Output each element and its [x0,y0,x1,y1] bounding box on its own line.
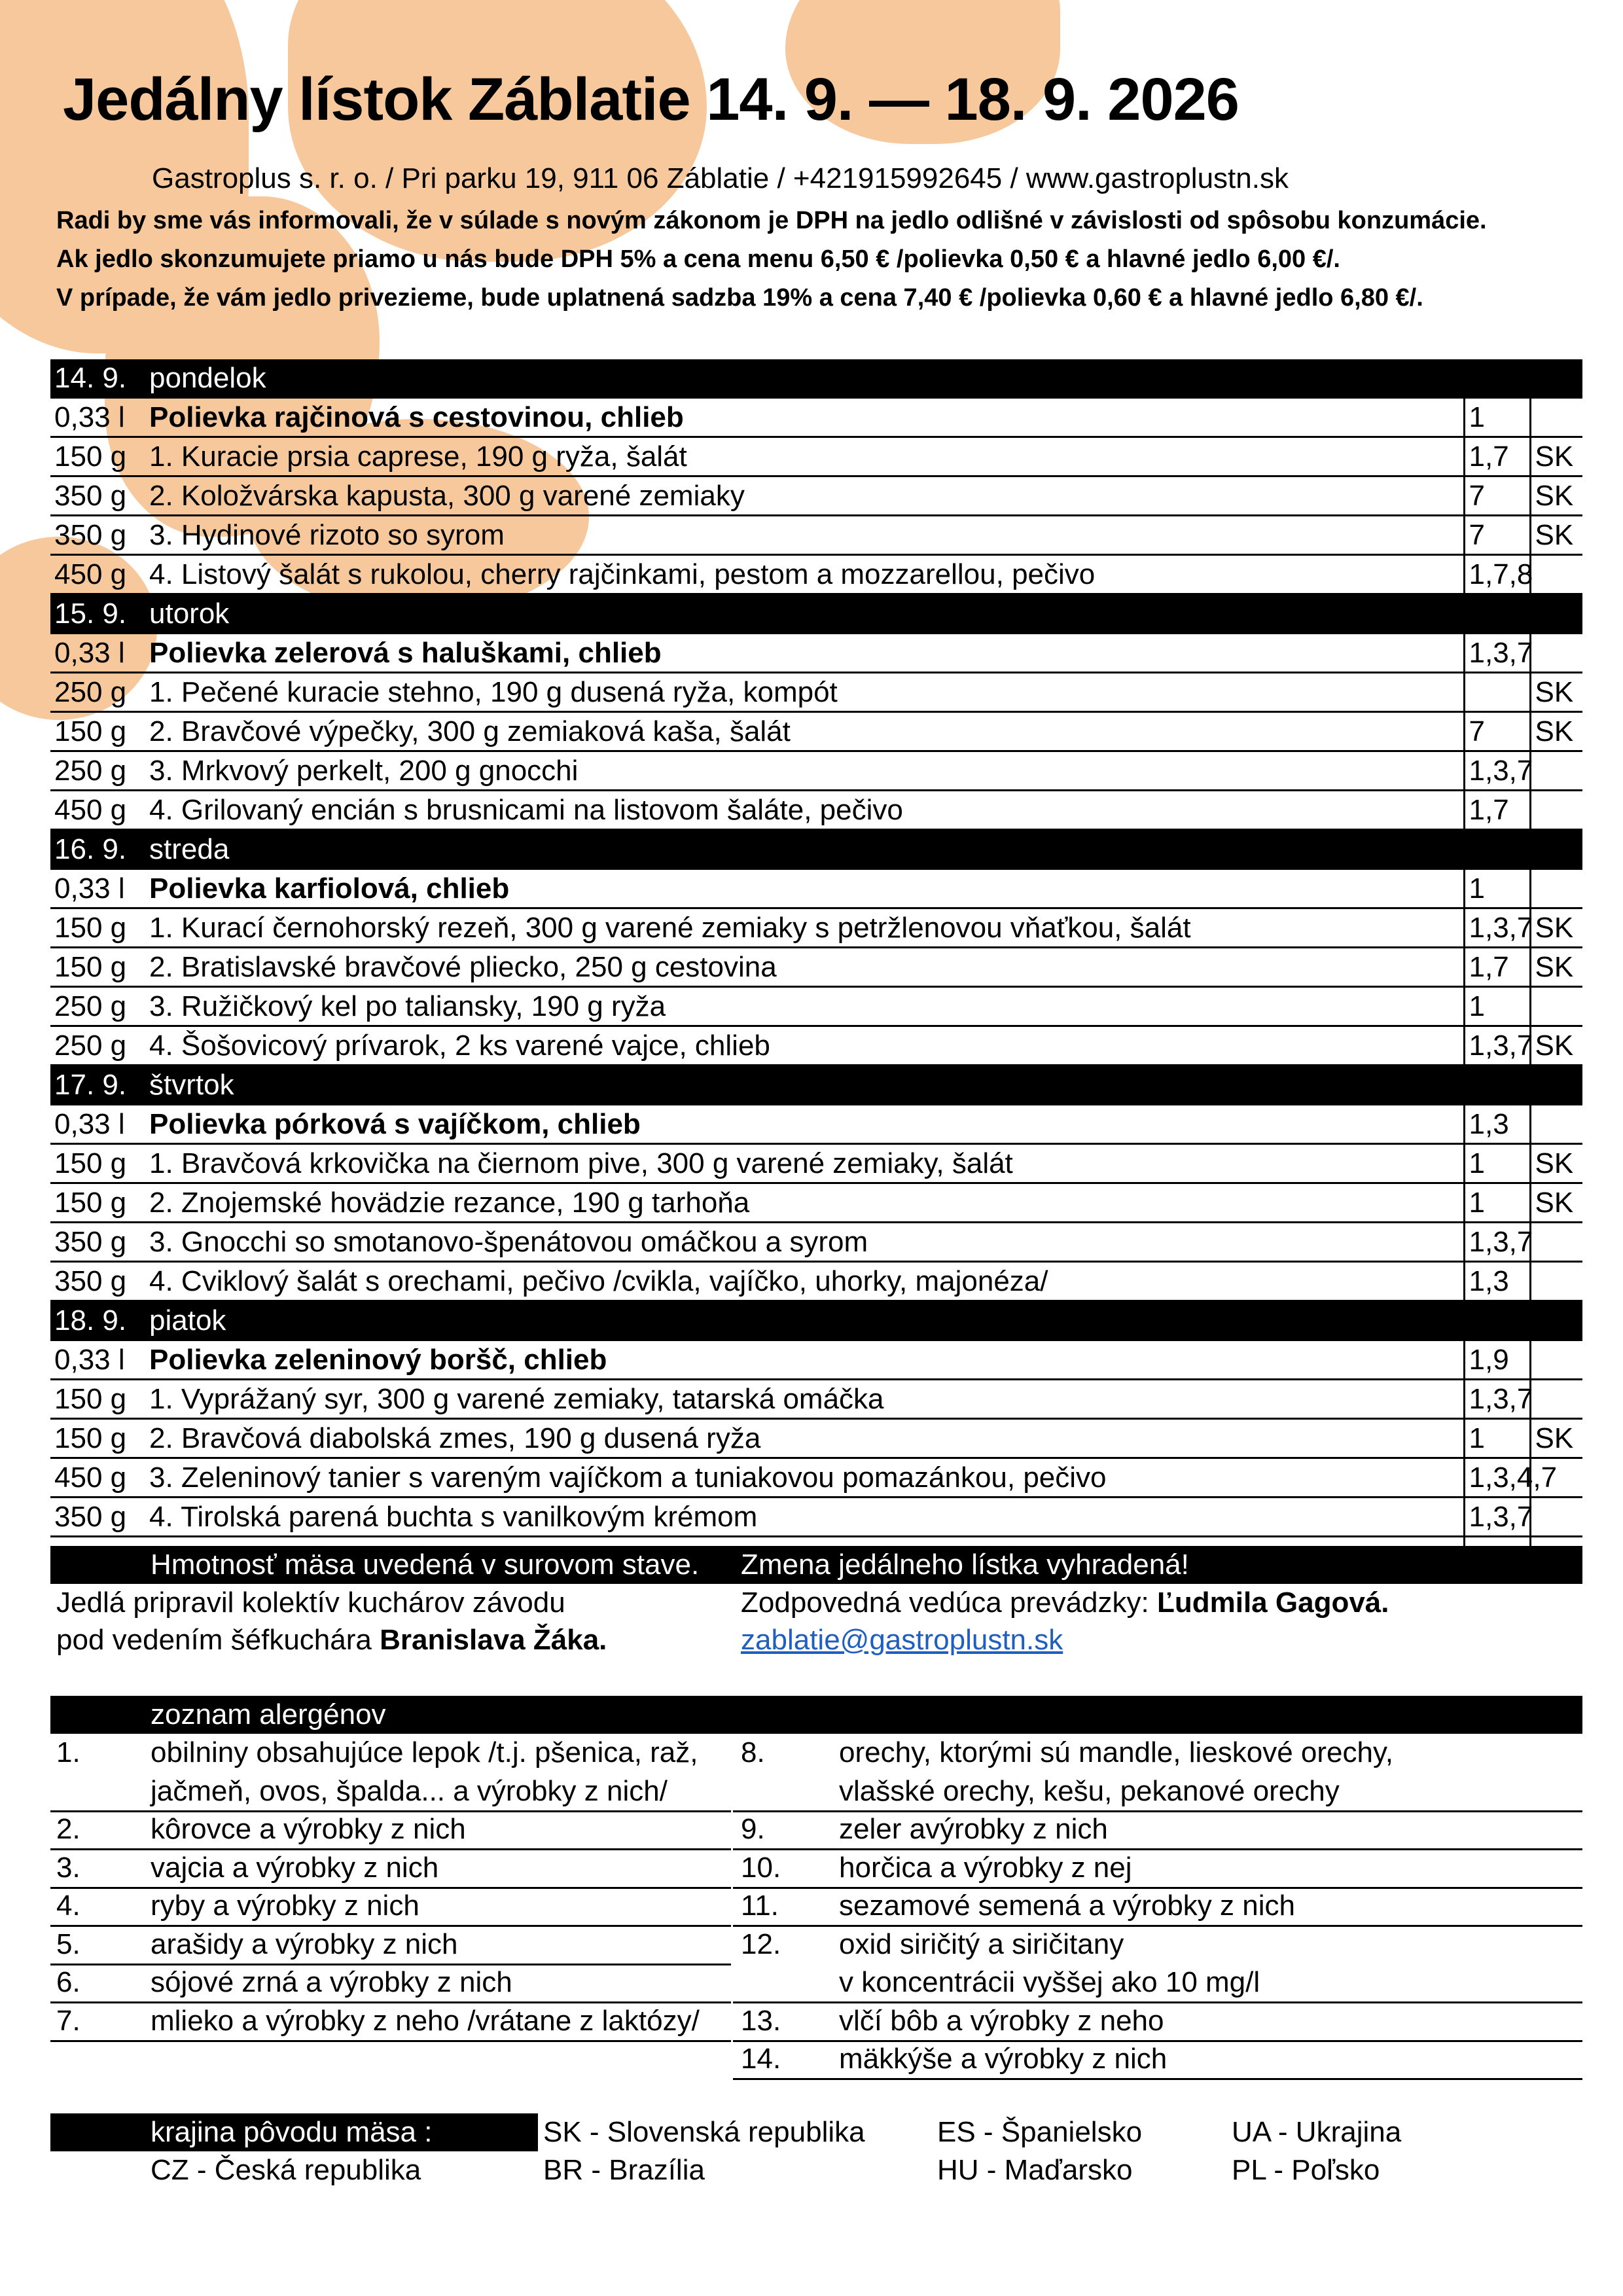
vat-notice-line: Radi by sme vás informovali, že v súlade s novým zákonom je DPH na jedlo odlišné v závislosti od spôsobu konzumácie. [56,207,1487,234]
meat-origin: SK [1530,1183,1582,1223]
meat-origin [1530,1380,1582,1419]
dish-row [50,908,1582,948]
allergen-codes: 1,3,7 [1464,908,1530,948]
allergen-codes: 1 [1464,1419,1530,1458]
allergen-number: 6. [56,1966,80,1998]
meat-origin: SK [1530,712,1582,751]
day-name: streda [145,830,1464,869]
meat-origin: SK [1530,476,1582,516]
allergen-codes: 1,3,7 [1464,1380,1530,1419]
meat-origin [1530,634,1582,673]
day-date: 14. 9. [50,359,145,398]
meat-origin: SK [1530,673,1582,712]
vat-notice-line: Ak jedlo skonzumujete priamo u nás bude DPH 5% a cena menu 6,50 € /polievka 0,50 € a hlavné jedlo 6,00 €/. [56,245,1340,273]
day-date: 18. 9. [50,1301,145,1340]
dish-row [50,437,1582,476]
day-header-row [50,830,1582,869]
dish-quantity: 0,33 l [50,398,145,437]
origin-country: CZ - Česká republika [151,2154,421,2186]
allergen-number: 4. [56,1890,80,1922]
dish-quantity: 150 g [50,1144,145,1183]
dish-name: 1. Bravčová krkovička na čiernom pive, 300 g varené zemiaky, šalát [145,1144,1464,1183]
menu-table [50,359,1582,1575]
day-header-cell [1530,830,1582,869]
day-header-cell [1530,359,1582,398]
origin-country: HU - Maďarsko [937,2154,1133,2186]
manager-prefix: Zodpovedná vedúca prevádzky: [741,1587,1157,1619]
company-info: Gastroplus s. r. o. / Pri parku 19, 911 06 Záblatie / +421915992645 / www.gastroplustn.sk [152,162,1289,194]
allergen-row-divider [50,2001,731,2003]
allergen-codes: 1 [1464,1144,1530,1183]
dish-quantity: 350 g [50,1498,145,1537]
meat-origin [1530,398,1582,437]
origin-country: UA - Ukrajina [1232,2116,1402,2148]
dish-quantity: 0,33 l [50,1105,145,1144]
dish-quantity: 150 g [50,1183,145,1223]
dish-row [50,1144,1582,1183]
allergen-codes: 7 [1464,712,1530,751]
origin-country: PL - Poľsko [1232,2154,1380,2186]
meat-origin [1530,1223,1582,1262]
day-date: 15. 9. [50,594,145,634]
dish-quantity: 450 g [50,1458,145,1498]
meat-origin: SK [1530,1026,1582,1066]
dish-quantity: 150 g [50,1419,145,1458]
dish-row [50,476,1582,516]
allergen-codes: 1,3,7 [1464,1026,1530,1066]
dish-row [50,987,1582,1026]
day-header-row [50,359,1582,398]
meat-weight-note: Hmotnosť mäsa uvedená v surovom stave. [151,1546,699,1584]
contact-email-link[interactable]: zablatie@gastroplustn.sk [741,1624,1063,1656]
dish-row [50,516,1582,555]
allergen-row-divider [733,2078,1582,2080]
dish-name: 4. Šošovicový prívarok, 2 ks varené vajce, chlieb [145,1026,1464,1066]
meat-origin [1530,791,1582,830]
allergen-description: horčica a výrobky z nej [839,1851,1132,1884]
day-name: utorok [145,594,1464,634]
allergen-description: obilniny obsahujúce lepok /t.j. pšenica, raž, [151,1736,698,1768]
meat-origin [1530,1105,1582,1144]
vat-notice-line: V prípade, že vám jedlo privezieme, bude uplatnená sadzba 19% a cena 7,40 € /polievka 0,60 € a hlavné jedlo 6,80 €/. [56,284,1423,312]
allergen-description: vlčí bôb a výrobky z neho [839,2004,1164,2037]
allergen-number: 13. [741,2004,781,2037]
dish-row [50,1380,1582,1419]
meat-origin [1530,751,1582,791]
allergen-row-divider [50,1964,731,1965]
dish-row [50,1262,1582,1301]
dish-quantity: 250 g [50,751,145,791]
dish-quantity: 0,33 l [50,1340,145,1380]
allergen-codes: 1,7,8 [1464,555,1530,594]
dish-quantity: 150 g [50,437,145,476]
dish-quantity: 150 g [50,1380,145,1419]
allergen-description: jačmeň, ovos, špalda... a výrobky z nich/ [151,1774,668,1807]
soup-name: Polievka zelerová s haluškami, chlieb [145,634,1464,673]
meat-origin: SK [1530,1144,1582,1183]
soup-row [50,1105,1582,1144]
allergen-description: kôrovce a výrobky z nich [151,1813,466,1845]
dish-row [50,1498,1582,1537]
dish-row [50,791,1582,830]
soup-row [50,1340,1582,1380]
day-header-row [50,594,1582,634]
day-header-cell [1464,594,1530,634]
dish-name: 4. Listový šalát s rukolou, cherry rajčinkami, pestom a mozzarellou, pečivo [145,555,1464,594]
dish-name: 2. Bratislavské bravčové pliecko, 250 g cestovina [145,948,1464,987]
page-title: Jedálny lístok Záblatie 14. 9. — 18. 9. 2026 [63,66,1239,133]
origin-country: SK - Slovenská republika [543,2116,865,2148]
allergen-description: sójové zrná a výrobky z nich [151,1966,512,1998]
day-header-cell [1464,1301,1530,1340]
dish-row [50,1458,1582,1498]
dish-name: 1. Kurací černohorský rezeň, 300 g varené zemiaky s petržlenovou vňaťkou, šalát [145,908,1464,948]
head-chef-note [56,1624,607,1657]
allergen-description: v koncentrácii vyššej ako 10 mg/l [839,1966,1260,1998]
soup-name: Polievka karfiolová, chlieb [145,869,1464,908]
allergen-codes: 1 [1464,869,1530,908]
allergen-number: 1. [56,1736,80,1768]
dish-name: 3. Ružičkový kel po taliansky, 190 g ryža [145,987,1464,1026]
dish-name: 2. Bravčová diabolská zmes, 190 g dusená ryža [145,1419,1464,1458]
allergen-description: ryby a výrobky z nich [151,1890,419,1922]
soup-name: Polievka zeleninový boršč, chlieb [145,1340,1464,1380]
dish-quantity: 350 g [50,516,145,555]
dish-row [50,948,1582,987]
dish-quantity: 0,33 l [50,634,145,673]
dish-name: 1. Vyprážaný syr, 300 g varené zemiaky, tatarská omáčka [145,1380,1464,1419]
meat-origin [1530,1262,1582,1301]
allergen-description: zeler avýrobky z nich [839,1813,1108,1845]
dish-row [50,1223,1582,1262]
head-chef-name: Branislava Žáka. [380,1624,607,1656]
manager-note [741,1587,1389,1619]
dish-name: 2. Znojemské hovädzie rezance, 190 g tarhoňa [145,1183,1464,1223]
day-name: štvrtok [145,1066,1464,1105]
day-header-cell [1464,359,1530,398]
allergen-row-divider [50,1848,731,1850]
day-header-row [50,1066,1582,1105]
soup-name: Polievka pórková s vajíčkom, chlieb [145,1105,1464,1144]
allergen-codes: 1,9 [1464,1340,1530,1380]
meat-origin [1530,1498,1582,1537]
dish-quantity: 450 g [50,555,145,594]
dish-row [50,673,1582,712]
day-header-row [50,1301,1582,1340]
allergen-number: 7. [56,2004,80,2037]
allergen-codes: 1,3,7 [1464,751,1530,791]
allergen-codes: 1 [1464,987,1530,1026]
day-date: 16. 9. [50,830,145,869]
soup-row [50,634,1582,673]
allergen-row-divider [733,2001,1582,2003]
dish-quantity: 150 g [50,712,145,751]
dish-quantity: 250 g [50,1026,145,1066]
meat-origin [1530,1340,1582,1380]
meat-origin [1530,555,1582,594]
day-date: 17. 9. [50,1066,145,1105]
dish-name: 3. Gnocchi so smotanovo-špenátovou omáčkou a syrom [145,1223,1464,1262]
dish-row [50,1026,1582,1066]
dish-quantity: 0,33 l [50,869,145,908]
allergen-codes: 1,3,7 [1464,634,1530,673]
dish-name: 4. Grilovaný encián s brusnicami na listovom šaláte, pečivo [145,791,1464,830]
allergen-number: 8. [741,1736,765,1768]
allergen-codes: 1,3 [1464,1262,1530,1301]
day-header-cell [1530,594,1582,634]
origin-heading: krajina pôvodu mäsa : [151,2113,432,2151]
allergen-number: 14. [741,2043,781,2075]
day-name: pondelok [145,359,1464,398]
allergen-row-divider [733,1887,1582,1889]
allergen-number: 9. [741,1813,765,1845]
dish-name: 2. Koložvárska kapusta, 300 g varené zemiaky [145,476,1464,516]
meat-origin [1530,987,1582,1026]
dish-quantity: 350 g [50,1223,145,1262]
allergen-row-divider [733,1810,1582,1812]
dish-row [50,712,1582,751]
meat-origin: SK [1530,908,1582,948]
allergen-row-divider [50,1925,731,1927]
allergen-codes: 1,3 [1464,1105,1530,1144]
soup-name: Polievka rajčinová s cestovinou, chlieb [145,398,1464,437]
allergen-number: 5. [56,1928,80,1960]
dish-name: 1. Kuracie prsia caprese, 190 g ryža, šalát [145,437,1464,476]
dish-name: 2. Bravčové výpečky, 300 g zemiaková kaša, šalát [145,712,1464,751]
allergen-row-divider [50,1810,731,1812]
chef-team-note: Jedlá pripravil kolektív kuchárov závodu [56,1587,565,1619]
allergen-number: 3. [56,1851,80,1884]
allergen-row-divider [50,2040,731,2042]
dish-quantity: 450 g [50,791,145,830]
dish-quantity: 150 g [50,948,145,987]
dish-name: 1. Pečené kuracie stehno, 190 g dusená ryža, kompót [145,673,1464,712]
allergen-number: 11. [741,1890,779,1922]
soup-row [50,398,1582,437]
dish-name: 3. Mrkvový perkelt, 200 g gnocchi [145,751,1464,791]
allergen-codes: 1 [1464,1183,1530,1223]
allergen-number: 2. [56,1813,80,1845]
allergen-description: vajcia a výrobky z nich [151,1851,439,1884]
dish-row [50,1419,1582,1458]
allergen-codes [1464,673,1530,712]
dish-quantity: 350 g [50,476,145,516]
allergen-codes: 7 [1464,516,1530,555]
allergen-codes: 1,3,4,7 [1464,1458,1530,1498]
head-chef-prefix: pod vedením šéfkuchára [56,1624,380,1656]
dish-quantity: 250 g [50,673,145,712]
soup-row [50,869,1582,908]
allergen-number: 10. [741,1851,781,1884]
day-header-cell [1530,1066,1582,1105]
allergen-codes: 1,3,7 [1464,1223,1530,1262]
meat-origin: SK [1530,516,1582,555]
dish-row [50,751,1582,791]
allergen-description: arašidy a výrobky z nich [151,1928,458,1960]
allergen-description: sezamové semená a výrobky z nich [839,1890,1295,1922]
allergen-row-divider [50,1887,731,1889]
allergen-number: 12. [741,1928,781,1960]
dish-name: 3. Hydinové rizoto so syrom [145,516,1464,555]
origin-country: ES - Španielsko [937,2116,1143,2148]
allergen-codes: 1,7 [1464,791,1530,830]
allergen-description: oxid siričitý a siričitany [839,1928,1124,1960]
allergen-description: vlašské orechy, kešu, pekanové orechy [839,1774,1340,1807]
meat-origin [1530,869,1582,908]
meat-origin: SK [1530,437,1582,476]
allergen-codes: 7 [1464,476,1530,516]
allergen-codes: 1,7 [1464,437,1530,476]
allergen-heading: zoznam alergénov [151,1696,386,1734]
day-header-cell [1464,830,1530,869]
meat-origin: SK [1530,948,1582,987]
allergen-description: mäkkýše a výrobky z nich [839,2043,1168,2075]
allergen-description: orechy, ktorými sú mandle, lieskové orechy, [839,1736,1393,1768]
dish-name: 4. Cviklový šalát s orechami, pečivo /cvikla, vajíčko, uhorky, majonéza/ [145,1262,1464,1301]
meat-origin: SK [1530,1419,1582,1458]
dish-quantity: 250 g [50,987,145,1026]
allergen-codes: 1,7 [1464,948,1530,987]
allergen-row-divider [733,2040,1582,2042]
dish-row [50,555,1582,594]
day-header-cell [1530,1301,1582,1340]
day-name: piatok [145,1301,1464,1340]
origin-country: BR - Brazília [543,2154,705,2186]
dish-name: 3. Zeleninový tanier s vareným vajíčkom a tuniakovou pomazánkou, pečivo [145,1458,1464,1498]
day-header-cell [1464,1066,1530,1105]
dish-quantity: 350 g [50,1262,145,1301]
allergen-description: mlieko a výrobky z neho /vrátane z laktózy/ [151,2004,700,2037]
dish-row [50,1183,1582,1223]
allergen-row-divider [733,1848,1582,1850]
menu-change-note: Zmena jedálneho lístka vyhradená! [741,1546,1189,1584]
allergen-codes: 1,3,7 [1464,1498,1530,1537]
allergen-row-divider [733,1925,1582,1927]
dish-name: 4. Tirolská parená buchta s vanilkovým krémom [145,1498,1464,1537]
dish-quantity: 150 g [50,908,145,948]
manager-name: Ľudmila Gagová. [1156,1587,1389,1619]
allergen-codes: 1 [1464,398,1530,437]
